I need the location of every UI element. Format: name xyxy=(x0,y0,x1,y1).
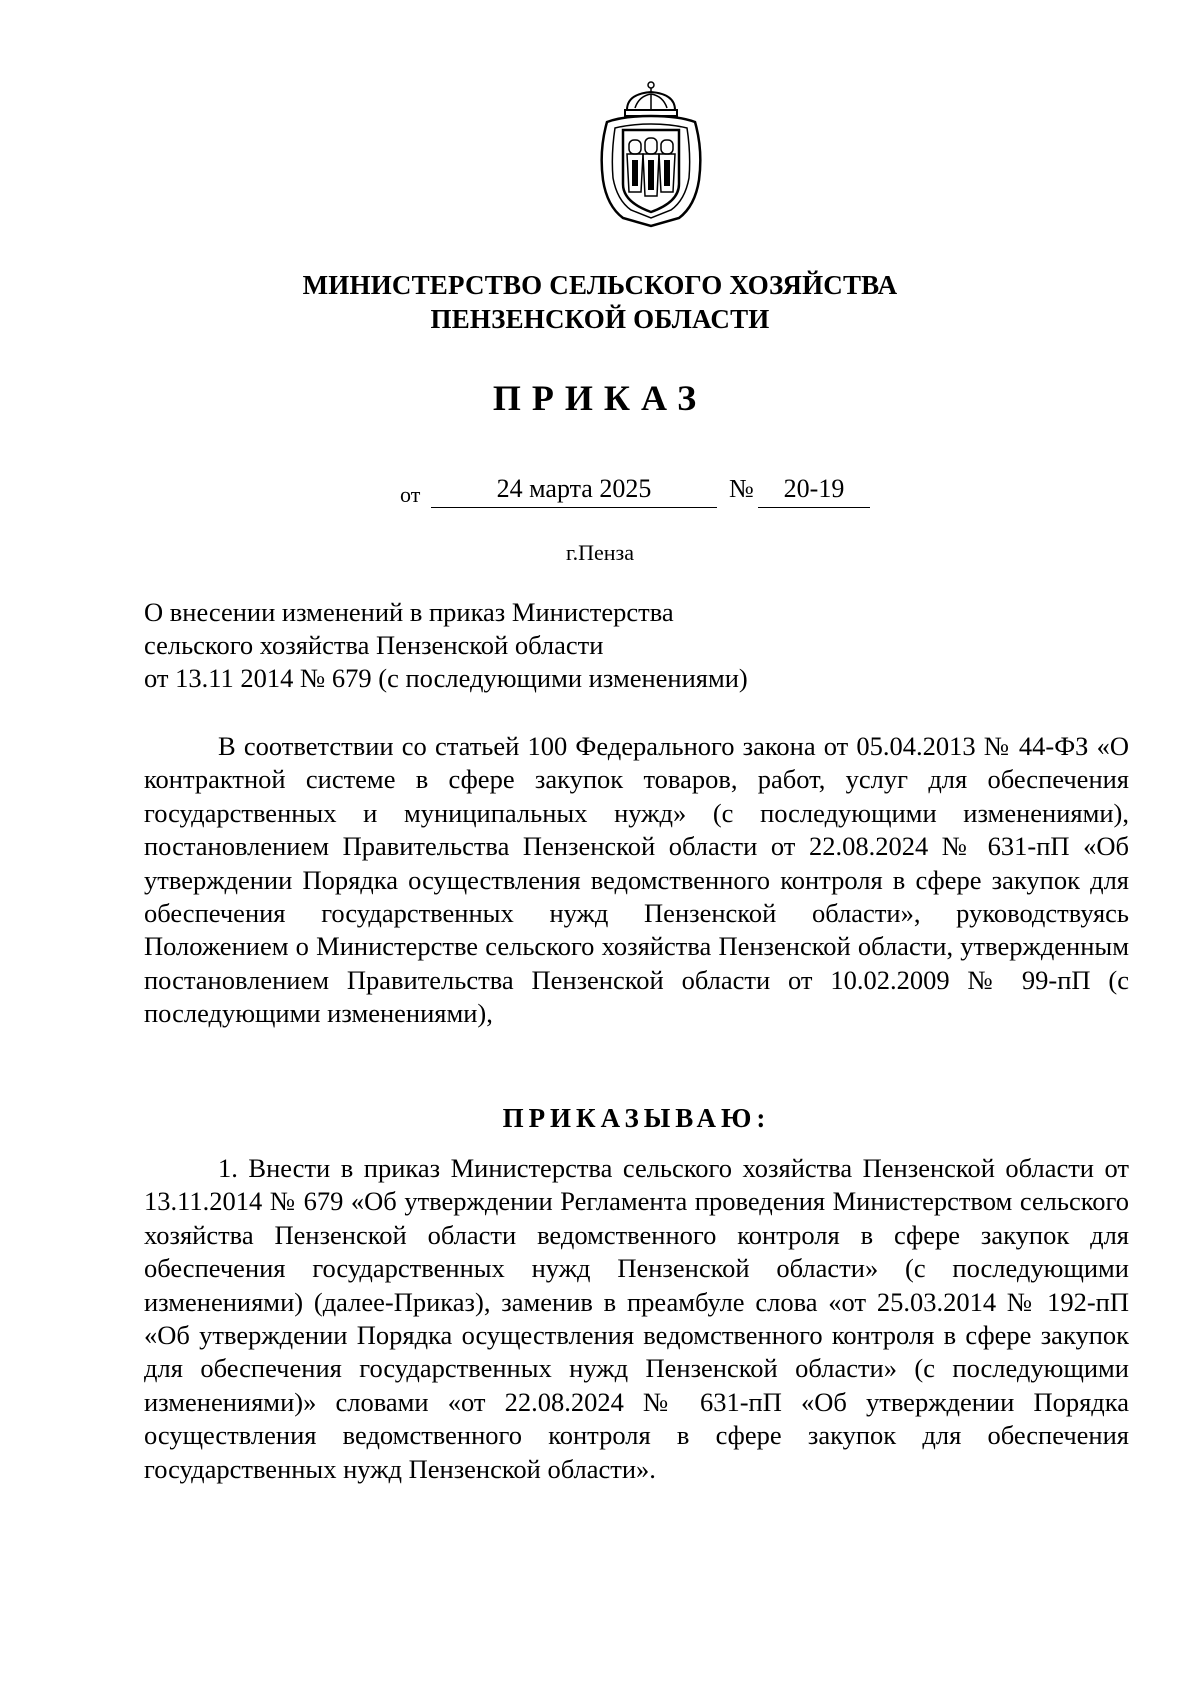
subject-line3: от 13.11 2014 № 679 (с последующими изменениями) xyxy=(144,663,748,693)
order-number: 20-19 xyxy=(783,474,845,503)
document-type-title: ПРИКАЗ xyxy=(492,378,708,418)
date-underline xyxy=(431,507,717,508)
number-sign-label: № xyxy=(729,474,754,503)
decree-heading: ПРИКАЗЫВАЮ: xyxy=(502,1103,771,1133)
order-subject xyxy=(144,596,844,695)
order-date: 24 марта 2025 xyxy=(496,474,652,503)
subject-line1: О внесении изменений в приказ Министерства xyxy=(144,597,674,627)
date-prefix-label: от xyxy=(400,482,421,507)
order-item-1: 1. Внести в приказ Министерства сельского хозяйства Пензенской области от 13.11.2014 № 679 «Об утверждении Регламента проведения Министерством сельского хозяйства Пензенской области ведомственного контроля в сфере закупок для обеспечения государственных нужд Пензенской области» (с последующими изменениями) (далее-Приказ), заменив в преамбуле слова «от 25.03.2014 № 192-пП «Об утверждении Порядка осуществления ведомственного контроля в сфере закупок для обеспечения государственных нужд Пензенской области» (с последующими изменениями)» словами «от 22.08.2024 № 631-пП «Об утверждении Порядка осуществления ведомственного контроля в сфере закупок для обеспечения государственных нужд Пензенской области». xyxy=(144,1153,1129,1484)
subject-line2: сельского хозяйства Пензенской области xyxy=(144,630,604,660)
preamble-paragraph: В соответствии со статьей 100 Федерального закона от 05.04.2013 № 44-ФЗ «О контрактной системе в сфере закупок товаров, работ, услуг для обеспечения государственных и муниципальных нужд» (с последующими изменениями), постановлением Правительства Пензенской области от 22.08.2024 № 631-пП «Об утверждении Порядка осуществления ведомственного контроля в сфере закупок для обеспечения государственных нужд Пензенской области», руководствуясь Положением о Министерстве сельского хозяйства Пензенской области, утвержденным постановлением Правительства Пензенской области от 10.02.2009 № 99-пП (с последующими изменениями), xyxy=(144,731,1129,1029)
city-label: г.Пенза xyxy=(566,540,634,565)
coat-of-arms-icon xyxy=(593,80,709,228)
number-underline xyxy=(758,507,870,508)
ministry-name-line2: ПЕНЗЕНСКОЙ ОБЛАСТИ xyxy=(430,304,770,334)
ministry-name xyxy=(200,268,1000,336)
ministry-name-line1: МИНИСТЕРСТВО СЕЛЬСКОГО ХОЗЯЙСТВА xyxy=(302,270,898,300)
